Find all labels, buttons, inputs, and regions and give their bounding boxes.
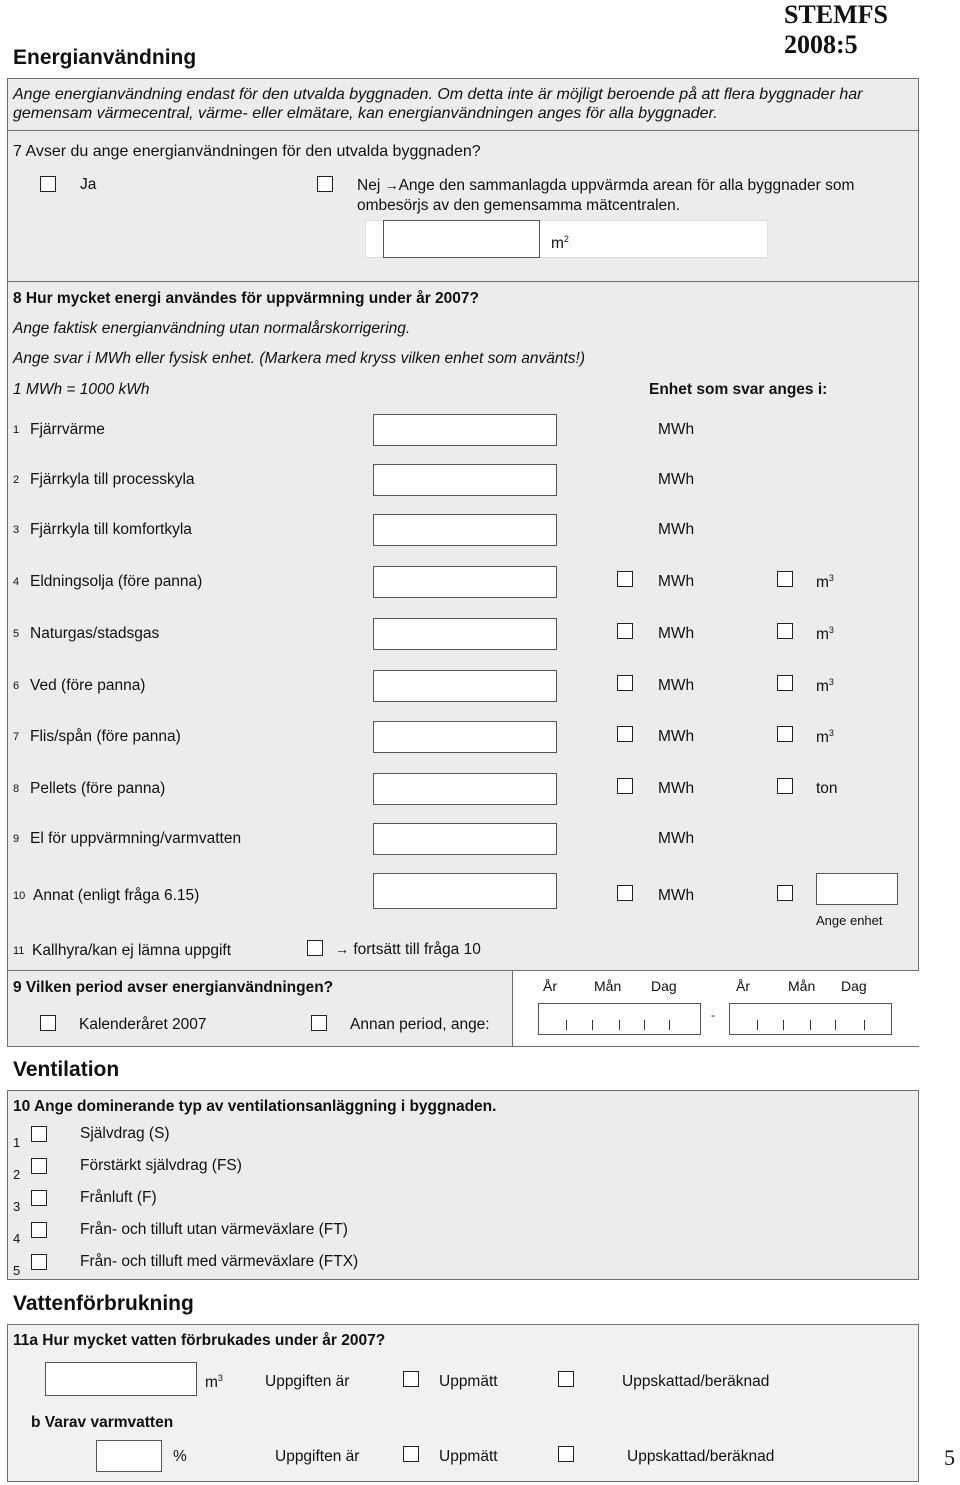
row-7-unit2-checkbox[interactable] [777,726,793,742]
row-5-number: 5 [13,628,20,640]
q7-area-unit-sup: 2 [563,234,569,244]
vent-option-3-label: Frånluft (F) [80,1189,157,1206]
water-measured-label: Uppmätt [439,1373,498,1390]
row-5-value-input[interactable] [373,618,557,650]
vent-option-4-checkbox[interactable] [31,1222,47,1238]
water-percent-unit: % [173,1448,187,1465]
row-10-other-unit-caption: Ange enhet [816,913,883,928]
row-8-label: Pellets (före panna) [30,780,166,797]
q7-no-instruction: Ange den sammanlagda uppvärmda arean för alla byggnader som [398,177,855,194]
row-6-number: 6 [13,680,20,692]
row-7-unit-mwh: MWh [658,728,695,745]
q8-question: 8 Hur mycket energi användes för uppvärmning under år 2007? [13,290,480,307]
row-3-value-input[interactable] [373,514,557,546]
row-2-unit-mwh: MWh [658,471,695,488]
row-6-unit-mwh: MWh [658,677,695,694]
row-8-value-input[interactable] [373,773,557,805]
row-7-unit2-text: m [816,729,829,747]
date-header-month-from: Mån [594,978,622,994]
q9-calendar-year-checkbox[interactable] [40,1015,56,1031]
q7-no-checkbox[interactable] [317,176,333,192]
section-title-water: Vattenförbrukning [13,1292,194,1315]
row-9-label: El för uppvärmning/varmvatten [30,830,242,847]
row-6-unit2 [816,677,834,696]
water-hot-measured-label: Uppmätt [439,1448,498,1465]
q7-no-label: Nej [357,177,381,194]
vent-option-2-checkbox[interactable] [31,1158,47,1174]
q9-other-period-checkbox[interactable] [311,1015,327,1031]
water-hot-estimated-label: Uppskattad/beräknad [627,1448,775,1465]
row-2-value-input[interactable] [373,464,557,496]
row-3-number: 3 [13,524,20,536]
q8-note-1: Ange faktisk energianvändning utan normalårskorrigering. [13,320,411,337]
vent-option-4-number: 4 [13,1231,21,1246]
water-measured-checkbox[interactable] [403,1371,419,1387]
q7-yes-label: Ja [80,176,97,193]
row-8-mwh-checkbox[interactable] [617,778,633,794]
q7-no-instruction-2: ombesörjs av den gemensamma mätcentralen. [357,197,681,214]
row-5-label: Naturgas/stadsgas [30,625,160,642]
row-8-unit-mwh: MWh [658,780,695,797]
row-1-value-input[interactable] [373,414,557,446]
water-volume-input[interactable] [45,1362,197,1396]
row-11-continue-text: fortsätt till fråga 10 [353,941,481,958]
vent-option-3-checkbox[interactable] [31,1190,47,1206]
date-header-year-to: År [736,978,750,994]
row-10-other-unit-checkbox[interactable] [777,885,793,901]
row-1-number: 1 [13,424,20,436]
water-hot-estimated-checkbox[interactable] [558,1446,574,1462]
vent-option-4-label: Från- och tilluft utan värmeväxlare (FT) [80,1221,348,1238]
q7-area-unit-text: m [551,235,564,253]
row-6-value-input[interactable] [373,670,557,702]
water-estimated-label: Uppskattad/beräknad [622,1373,770,1390]
row-7-unit2 [816,728,834,747]
regulation-series: STEMFS [783,0,888,29]
row-11-label: Kallhyra/kan ej lämna uppgift [32,942,232,959]
water-unit-text: m [205,1374,218,1392]
q9-question: 9 Vilken period avser energianvändningen? [13,979,334,996]
q7-yes-checkbox[interactable] [40,176,56,192]
vent-option-5-label: Från- och tilluft med värmeväxlare (FTX) [80,1253,359,1270]
row-4-unit-mwh: MWh [658,573,695,590]
row-9-value-input[interactable] [373,823,557,855]
row-6-label: Ved (före panna) [30,677,146,694]
regulation-number: 2008:5 [783,30,858,59]
row-8-number: 8 [13,783,20,795]
row-10-number: 10 [13,890,26,902]
date-from-input[interactable] [538,1003,701,1035]
q8-conversion: 1 MWh = 1000 kWh [13,381,150,398]
row-11-number: 11 [13,945,25,957]
row-11-checkbox[interactable] [307,940,323,956]
arrow-right-icon: → [384,177,399,193]
regulation-code [784,0,888,60]
row-4-unit2 [816,573,834,592]
q8-unit-header: Enhet som svar anges i: [649,381,828,398]
row-6-unit2-checkbox[interactable] [777,675,793,691]
row-4-unit2-text: m [816,574,829,592]
water-hot-measured-checkbox[interactable] [403,1446,419,1462]
divider [7,130,919,131]
vent-option-5-number: 5 [13,1263,21,1278]
date-header-day-from: Dag [651,978,677,994]
q7-area-unit [551,234,569,253]
water-q11b: b Varav varmvatten [31,1414,174,1431]
date-to-input[interactable] [729,1003,892,1035]
ventilation-panel [7,1090,919,1280]
vent-option-5-checkbox[interactable] [31,1254,47,1270]
row-10-mwh-checkbox[interactable] [617,885,633,901]
q9-other-period-label: Annan period, ange: [350,1016,490,1033]
date-header-day-to: Dag [841,978,867,994]
row-10-label: Annat (enligt fråga 6.15) [33,887,200,904]
water-hot-percent-input[interactable] [96,1440,162,1472]
row-2-label: Fjärrkyla till processkyla [30,471,195,488]
row-1-unit-mwh: MWh [658,421,695,438]
row-6-unit2-text: m [816,678,829,696]
water-volume-unit [205,1373,223,1392]
row-10-other-unit-input[interactable] [816,873,898,905]
water-estimated-checkbox[interactable] [558,1371,574,1387]
row-7-unit2-sup: 3 [828,728,834,738]
row-5-mwh-checkbox[interactable] [617,623,633,639]
row-6-mwh-checkbox[interactable] [617,675,633,691]
date-range-dash: - [711,1008,715,1022]
energy-intro-line2: gemensam värmecentral, värme- eller elmätare, kan energianvändningen anges för alla byggnader. [13,105,718,122]
vent-option-3-number: 3 [13,1199,21,1214]
row-4-unit2-checkbox[interactable] [777,571,793,587]
date-header-year-from: År [543,978,557,994]
vent-option-2-number: 2 [13,1167,21,1182]
page-number: 5 [944,1445,955,1470]
row-7-label: Flis/spån (före panna) [30,728,181,745]
section-title-ventilation: Ventilation [13,1058,120,1081]
row-8-unit2-text: ton [816,780,838,797]
row-3-label: Fjärrkyla till komfortkyla [30,521,192,538]
row-7-mwh-checkbox[interactable] [617,726,633,742]
vent-option-1-label: Självdrag (S) [80,1125,170,1142]
q7-area-input[interactable] [383,220,540,258]
vent-option-1-number: 1 [13,1135,21,1150]
row-5-unit-mwh: MWh [658,625,695,642]
water-hot-source-label: Uppgiften är [275,1448,360,1465]
water-source-label: Uppgiften är [265,1373,350,1390]
row-7-number: 7 [13,731,20,743]
row-11-continue [335,941,481,959]
row-7-value-input[interactable] [373,721,557,753]
divider [7,281,919,282]
row-9-number: 9 [13,833,20,845]
row-4-mwh-checkbox[interactable] [617,571,633,587]
row-8-unit2 [816,780,838,798]
row-2-number: 2 [13,474,20,486]
vent-option-2-label: Förstärkt självdrag (FS) [80,1157,242,1174]
q8-note-2: Ange svar i MWh eller fysisk enhet. (Markera med kryss vilken enhet som använts!) [13,350,585,367]
row-4-value-input[interactable] [373,566,557,598]
row-1-label: Fjärrvärme [30,421,105,438]
water-q11a: 11a Hur mycket vatten förbrukades under år 2007? [13,1332,386,1349]
row-6-unit2-sup: 3 [828,677,834,687]
row-4-number: 4 [13,576,20,588]
row-9-unit-mwh: MWh [658,830,695,847]
water-unit-sup: 3 [217,1373,223,1383]
row-5-unit2-checkbox[interactable] [777,623,793,639]
q9-calendar-year-label: Kalenderåret 2007 [79,1016,207,1033]
row-5-unit2-sup: 3 [828,625,834,635]
row-5-unit2 [816,625,834,644]
row-8-unit2-checkbox[interactable] [777,778,793,794]
q7-question: 7 Avser du ange energianvändningen för den utvalda byggnaden? [13,143,481,160]
row-4-unit2-sup: 3 [828,573,834,583]
q7-no-line [357,177,854,195]
row-4-label: Eldningsolja (före panna) [30,573,203,590]
row-5-unit2-text: m [816,626,829,644]
energy-intro-line1: Ange energianvändning endast för den utvalda byggnaden. Om detta inte är möjligt beroende på att flera byggnader har [13,86,863,103]
row-10-unit-mwh: MWh [658,887,695,904]
ventilation-question: 10 Ange dominerande typ av ventilationsanläggning i byggnaden. [13,1098,497,1115]
vent-option-1-checkbox[interactable] [31,1126,47,1142]
row-10-value-input[interactable] [373,873,557,909]
row-3-unit-mwh: MWh [658,521,695,538]
date-header-month-to: Mån [788,978,816,994]
section-title-energy: Energianvändning [13,46,197,69]
arrow-right-icon: → [335,941,349,957]
